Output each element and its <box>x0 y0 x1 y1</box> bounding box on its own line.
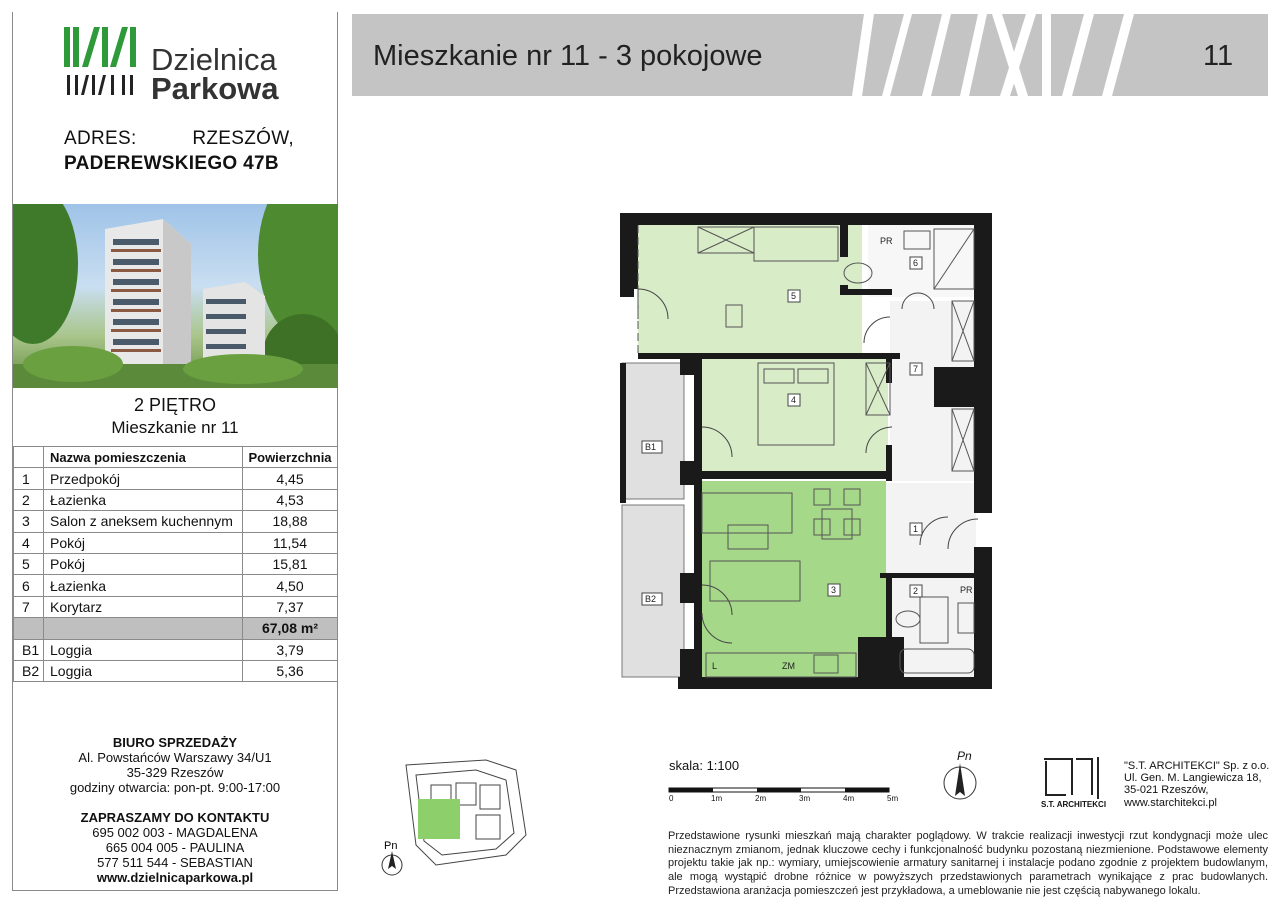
table-row <box>14 489 338 510</box>
contact-phone[interactable]: 665 004 005 - PAULINA <box>105 840 245 855</box>
room-label-2: 2 <box>913 586 919 596</box>
total-row <box>14 618 338 639</box>
header-area: Powierzchnia <box>243 447 338 468</box>
table-row <box>14 468 338 489</box>
website-link[interactable]: www.dzielnicaparkowa.pl <box>96 870 254 885</box>
room-name: Korytarz <box>44 596 243 617</box>
loggia-name: Loggia <box>44 660 243 681</box>
scale-tick: 5m <box>887 794 899 803</box>
loggia-name: Loggia <box>44 639 243 660</box>
contact-phone[interactable]: 695 002 003 - MAGDALENA <box>92 825 258 840</box>
room-no: 5 <box>14 553 44 574</box>
total-name <box>44 618 243 639</box>
architect-city: 35-021 Rzeszów, <box>1124 784 1209 797</box>
sales-office <box>12 735 338 795</box>
room-area: 7,37 <box>243 596 338 617</box>
compass-icon <box>940 762 980 804</box>
header-no <box>14 447 44 468</box>
rooms-table <box>13 446 338 682</box>
room-area: 15,81 <box>243 553 338 574</box>
contact-phone[interactable]: 577 511 544 - SEBASTIAN <box>97 855 253 870</box>
room-label-5: 5 <box>791 291 797 301</box>
address-label: ADRES: <box>64 128 137 149</box>
room-label-7: 7 <box>913 364 919 374</box>
room-label-6: 6 <box>913 258 919 268</box>
room-no: 7 <box>14 596 44 617</box>
room-area: 4,53 <box>243 489 338 510</box>
scale-tick: 3m <box>799 794 811 803</box>
room-name: Łazienka <box>44 489 243 510</box>
sales-office-title: BIURO SPRZEDAŻY <box>112 735 238 750</box>
address-street: PADEREWSKIEGO 47B <box>64 153 279 174</box>
total-area: 67,08 m² <box>243 618 338 639</box>
north-label: Pn <box>957 749 972 763</box>
table-row <box>14 511 338 532</box>
table-row <box>14 596 338 617</box>
room-no: 2 <box>14 489 44 510</box>
scale-tick: 0 <box>669 794 674 803</box>
brand-line1: Dzielnica <box>151 42 277 77</box>
room-no: 1 <box>14 468 44 489</box>
scale-bar <box>668 787 893 807</box>
contact-title: ZAPRASZAMY DO KONTAKTU <box>80 810 270 825</box>
architect-website[interactable]: www.starchitekci.pl <box>1124 796 1217 809</box>
architect-logo-caption: S.T. ARCHITEKCI <box>1041 800 1107 809</box>
contact <box>12 810 338 885</box>
room-name: Łazienka <box>44 575 243 596</box>
sales-office-hours: godziny otwarcia: pon-pt. 9:00-17:00 <box>69 780 281 795</box>
fixture-label: PR <box>880 236 893 246</box>
room-area: 18,88 <box>243 511 338 532</box>
fixture-label: ZM <box>782 661 795 671</box>
loggia-area: 3,79 <box>243 639 338 660</box>
loggia-no: B1 <box>14 639 44 660</box>
architect-street: Ul. Gen. M. Langiewicza 18, <box>1124 772 1262 785</box>
scale-label: skala: 1:100 <box>669 758 740 773</box>
room-area: 4,45 <box>243 468 338 489</box>
scale-tick: 1m <box>711 794 723 803</box>
room-name: Pokój <box>44 553 243 574</box>
architect-logo-icon <box>1042 755 1108 801</box>
table-row <box>14 639 338 660</box>
room-area: 4,50 <box>243 575 338 596</box>
room-label-3: 3 <box>831 585 837 595</box>
scale-tick: 2m <box>755 794 767 803</box>
architect-info <box>1124 760 1269 809</box>
building-render-image <box>13 204 338 388</box>
room-label-4: 4 <box>791 395 797 405</box>
address-city: RZESZÓW, <box>192 128 294 149</box>
room-no: 6 <box>14 575 44 596</box>
loggia-label-b1: B1 <box>645 442 657 452</box>
room-name: Przedpokój <box>44 468 243 489</box>
room-5-fill <box>638 225 862 357</box>
scale-tick: 4m <box>843 794 855 803</box>
sales-office-address: Al. Powstańców Warszawy 34/U1 <box>78 750 272 765</box>
room-name: Salon z aneksem kuchennym <box>44 511 243 532</box>
site-plan-thumbnail <box>376 745 536 885</box>
brand-name <box>151 42 279 106</box>
room-area: 11,54 <box>243 532 338 553</box>
floor-label: 2 PIĘTRO <box>133 395 217 415</box>
brand-line2: Parkowa <box>151 71 279 106</box>
architect-name: "S.T. ARCHITEKCI" Sp. z o.o. <box>1124 760 1270 772</box>
fixture-label: L <box>712 661 718 671</box>
floor-plan <box>618 213 994 691</box>
sales-office-city: 35-329 Rzeszów <box>126 765 224 780</box>
north-label-small: Pn <box>384 840 398 852</box>
room-name: Pokój <box>44 532 243 553</box>
loggia-label-b2: B2 <box>645 594 657 604</box>
header-name: Nazwa pomieszczenia <box>44 447 243 468</box>
room-label-1: 1 <box>913 524 919 534</box>
loggia-no: B2 <box>14 660 44 681</box>
table-row <box>14 553 338 574</box>
room-4-fill <box>702 359 888 471</box>
decorative-stripes-icon <box>852 14 1172 96</box>
disclaimer-text: Przedstawione rysunki mieszkań mają charakter poglądowy. W trakcie realizacji inwestycji rzut kondygnacji może ulec nieznacznym zmianom, jednak kluczowe cechy i funkcjonalność budynku pozostaną niezmienione. Podstawowe elementy projektu takie jak np.: wymiary, umiejscowienie armatury sanitarnej i instalacje podano zgodnie z projektem budowlanym, ale mogą wystąpić drobne różnice w powyższych przedstawionych parametrach wynikające z prac budowlanych. Przedstawiona aranżacja pomieszczeń jest przykładowa, a umeblowanie nie jest częścią nabywanego lokalu. <box>668 830 1268 897</box>
page-title: Mieszkanie nr 11 - 3 pokojowe <box>373 40 763 72</box>
loggia-area: 5,36 <box>243 660 338 681</box>
total-no <box>14 618 44 639</box>
apartment-number: 11 <box>1203 40 1234 72</box>
apartment-label: Mieszkanie nr 11 <box>111 418 239 437</box>
table-header <box>14 447 338 468</box>
address <box>64 126 294 176</box>
table-row <box>14 532 338 553</box>
room-no: 4 <box>14 532 44 553</box>
table-row <box>14 660 338 681</box>
room-no: 3 <box>14 511 44 532</box>
building-photo <box>13 204 338 388</box>
fixture-label: PR <box>960 585 973 595</box>
table-row <box>14 575 338 596</box>
brand-logo-icon <box>64 27 140 97</box>
